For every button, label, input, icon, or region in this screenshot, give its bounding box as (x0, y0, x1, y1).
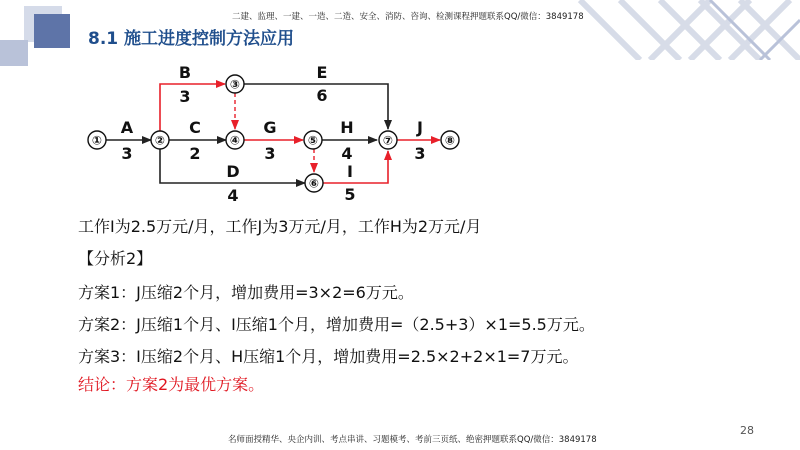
node-7 (379, 131, 397, 149)
conclusion-text: 结论：方案2为最优方案。 (78, 375, 265, 394)
node-7-label: ⑦ (382, 133, 394, 148)
activity-e-name: E (316, 63, 328, 82)
plan-1-text: 方案1：J压缩2个月，增加费用=3×2=6万元。 (78, 283, 414, 302)
node-4-label: ④ (229, 133, 241, 148)
top-contact-note: 二建、监理、一建、一造、二造、安全、消防、咨询、检测课程押题联系QQ/微信：3849178 (232, 12, 584, 22)
node-6 (305, 174, 323, 192)
activity-i-arrow (323, 151, 388, 183)
node-5-label: ⑤ (307, 133, 319, 148)
activity-j-name: J (417, 118, 423, 137)
node-2-label: ② (154, 133, 166, 148)
node-6-label: ⑥ (308, 176, 320, 191)
plan-3-text: 方案3：I压缩2个月、H压缩1个月，增加费用=2.5×2+2×1=7万元。 (78, 347, 579, 366)
node-8-label: ⑧ (444, 133, 456, 148)
activity-d-name: D (226, 162, 240, 181)
plan-2-text: 方案2：J压缩1个月、I压缩1个月，增加费用=（2.5+3）×1=5.5万元。 (78, 315, 595, 334)
activity-e-duration: 6 (316, 86, 328, 105)
node-2 (151, 131, 169, 149)
node-4 (226, 131, 244, 149)
activity-b-duration: 3 (179, 87, 191, 106)
activity-g-name: G (263, 118, 277, 137)
node-8 (441, 131, 459, 149)
activity-g-duration: 3 (264, 144, 276, 163)
activity-j-duration: 3 (414, 144, 426, 163)
activity-h-name: H (340, 118, 354, 137)
node-1 (88, 131, 106, 149)
activity-b-name: B (178, 63, 192, 82)
activity-c-name: C (189, 118, 201, 137)
activity-a-name: A (120, 118, 134, 137)
activity-d-duration: 4 (227, 186, 239, 205)
node-3-label: ③ (229, 77, 241, 92)
page-title: 8.1 施工进度控制方法应用 (88, 29, 295, 49)
node-1-label: ① (91, 133, 103, 148)
activity-i-duration: 5 (344, 185, 356, 204)
node-5 (304, 131, 322, 149)
page-number: 28 (740, 424, 754, 437)
cost-rate-statement: 工作I为2.5万元/月，工作J为3万元/月，工作H为2万元/月 (78, 217, 482, 236)
bottom-contact-note: 名师面授精华、央企内训、考点串讲、习题模考、考前三页纸、绝密押题联系QQ/微信：3849178 (228, 435, 597, 445)
activity-a-duration: 3 (121, 144, 133, 163)
activity-h-duration: 4 (341, 144, 353, 163)
double-code-network-diagram (0, 0, 800, 210)
node-3 (226, 75, 244, 93)
activity-i-name: I (347, 162, 353, 181)
analysis-heading: 【分析2】 (78, 249, 153, 268)
activity-c-duration: 2 (189, 144, 201, 163)
